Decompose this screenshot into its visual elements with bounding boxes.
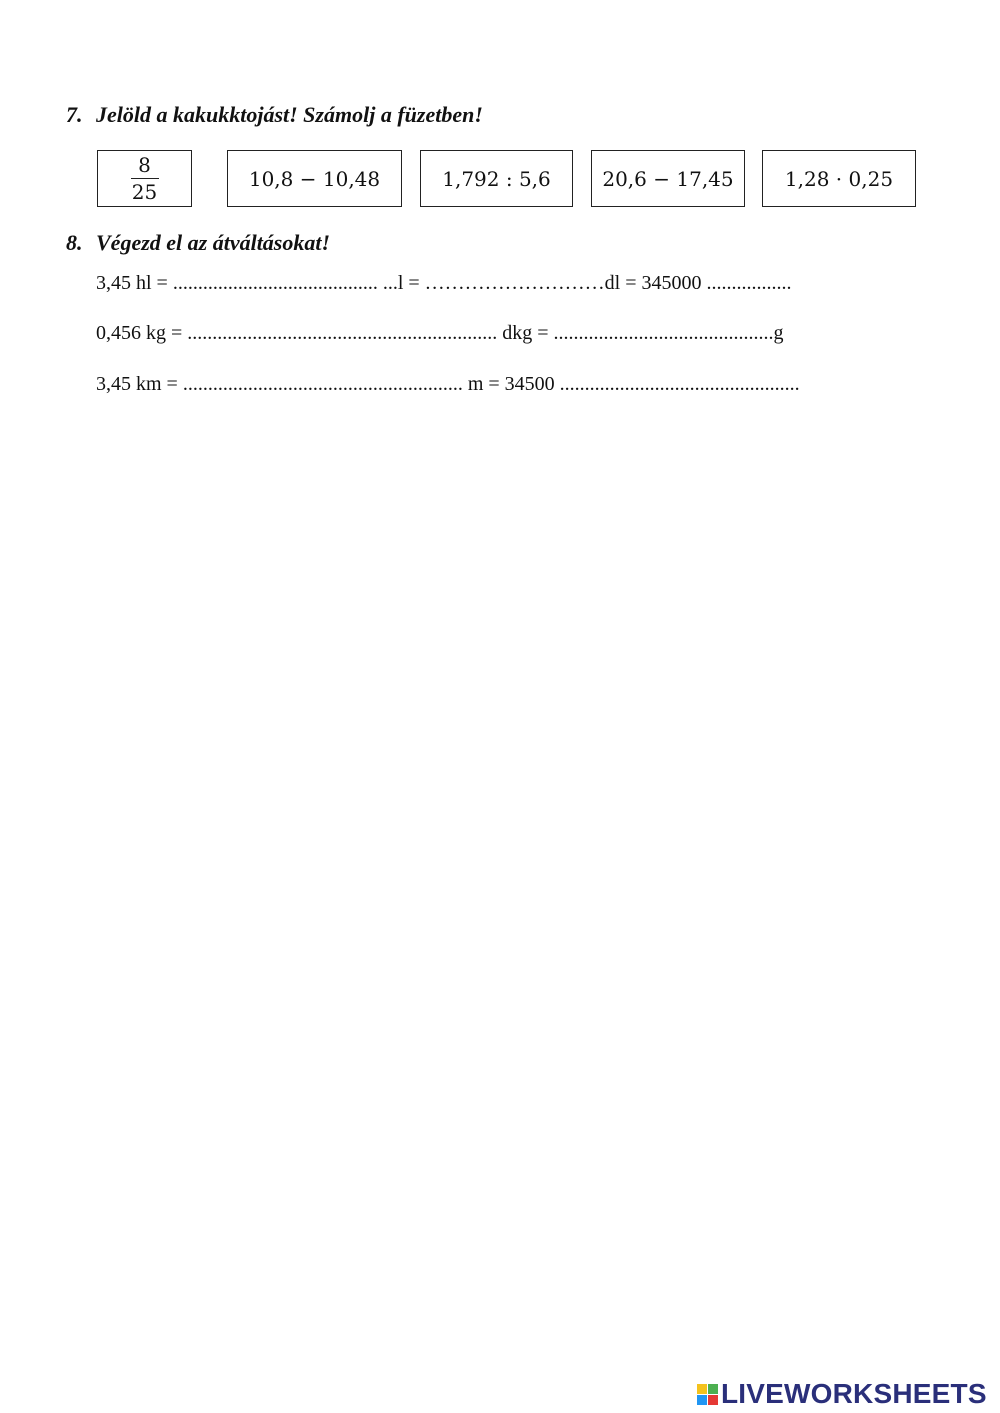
expression-text: 10,8 − 10,48 (248, 166, 381, 191)
task8-number: 8. (66, 230, 83, 255)
task7-title: Jelöld a kakukktojást! Számolj a füzetben! (96, 102, 483, 127)
expression-text: 1,28 · 0,25 (784, 166, 894, 191)
liveworksheets-logo (697, 1378, 987, 1410)
expression-box-subtraction-2[interactable] (591, 150, 745, 207)
expression-box-division[interactable] (420, 150, 573, 207)
task7-number: 7. (66, 102, 83, 127)
task8-heading (66, 230, 330, 256)
logo-text: LIVEWORKSHEETS (721, 1378, 987, 1409)
expression-box-multiplication[interactable] (762, 150, 916, 207)
task8-title: Végezd el az átváltásokat! (96, 230, 331, 255)
conversion-row-km[interactable]: 3,45 km = ........................................................ m = 34500 ................................................ (96, 373, 800, 395)
conversion-row-hl[interactable]: 3,45 hl = ......................................... ...l = ………………………dl = 345000 ................. (96, 272, 792, 294)
expression-box-fraction[interactable] (97, 150, 192, 207)
expression-text: 20,6 − 17,45 (602, 166, 734, 191)
expression-box-subtraction-1[interactable] (227, 150, 402, 207)
task7-heading (66, 102, 483, 128)
logo-square-1 (697, 1384, 707, 1394)
fraction (131, 152, 159, 205)
fraction-denominator: 25 (131, 180, 158, 205)
conversion-row-kg[interactable]: 0,456 kg = .............................................................. dkg = ............................................g (96, 322, 784, 344)
fraction-numerator: 8 (138, 152, 151, 177)
logo-square-3 (697, 1395, 707, 1405)
logo-icon (697, 1384, 718, 1405)
logo-square-2 (708, 1384, 718, 1394)
logo-square-4 (708, 1395, 718, 1405)
expression-text: 1,792 : 5,6 (442, 166, 551, 191)
